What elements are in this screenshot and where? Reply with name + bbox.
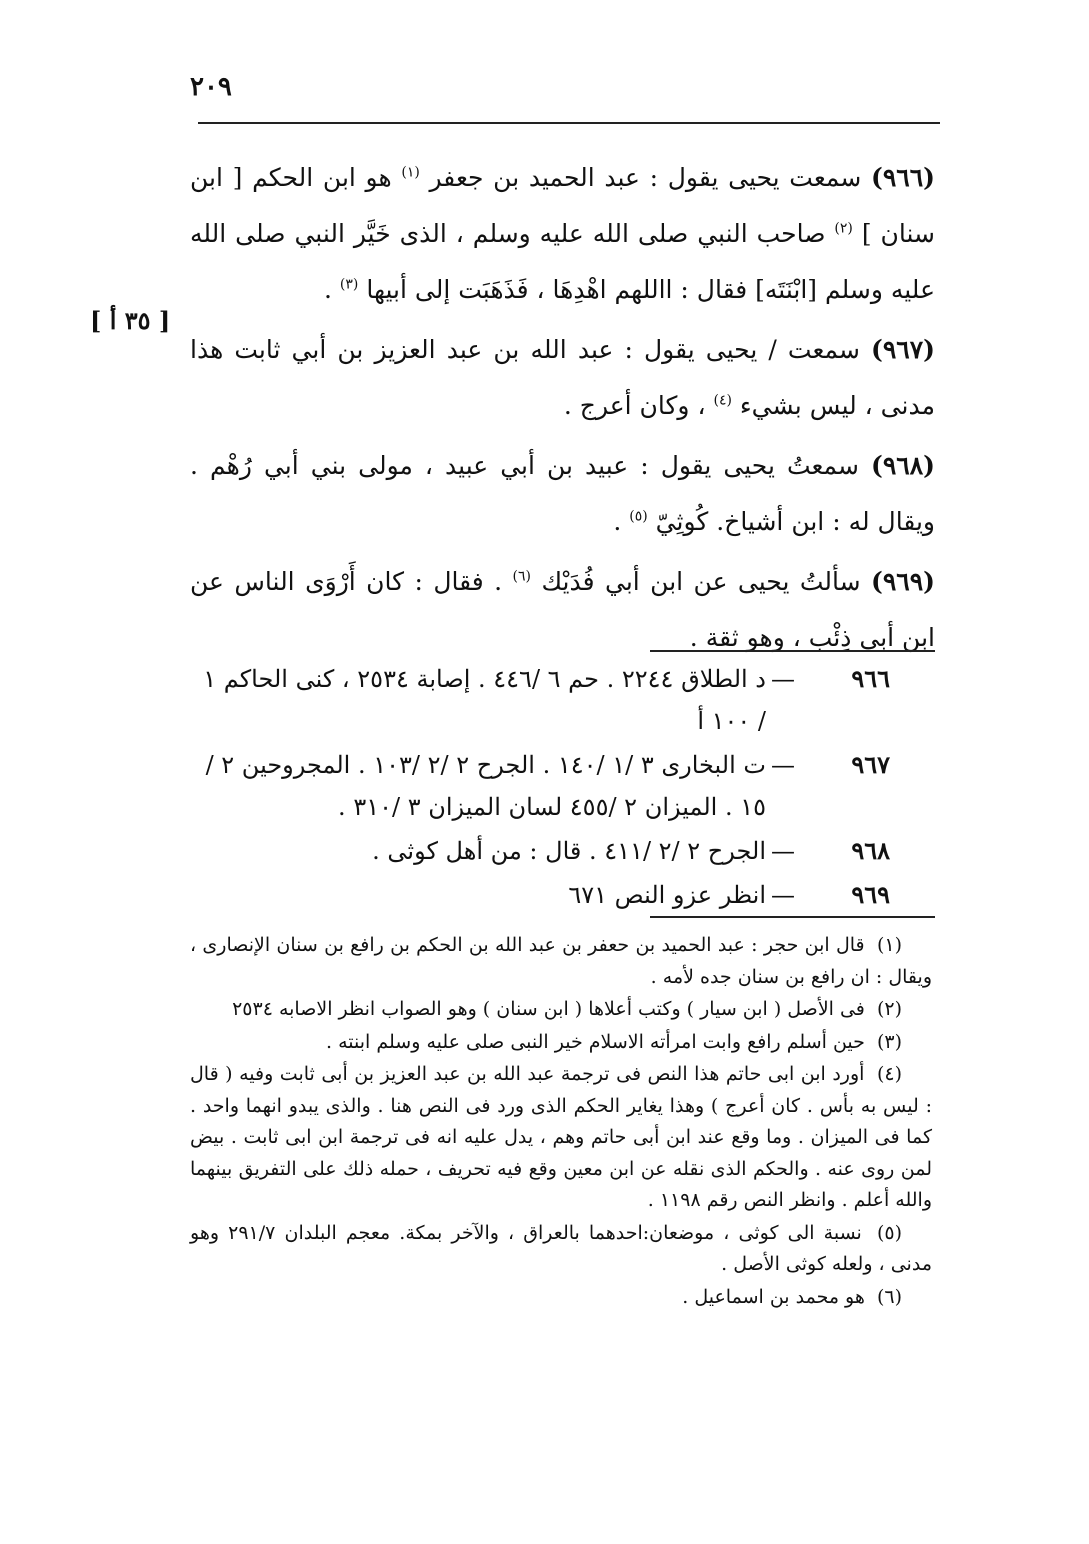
footnote-number: (٥): [876, 1221, 902, 1244]
entry-number: (٩٦٦): [871, 163, 935, 192]
footnote-text: فى الأصل ( ابن سيار ) وكتب أعلاها ( ابن سنان ) وهو الصواب انظر الاصابه ٢٥٣٤: [232, 998, 865, 1020]
footnote-4: [190, 1059, 932, 1217]
footnote-text: نسبة الى كوثى ، موضعان:احدهما بالعراق ، والآخر بمكة. معجم البلدان ٢٩١/٧ وهو مدنى ، ولعله كوثى الأصل .: [190, 1221, 932, 1275]
entry-text: سمعت يحيى يقول : عبد الحميد بن جعفر: [429, 163, 862, 192]
entry-number: (٩٦٨): [871, 451, 936, 480]
source-text: د الطلاق ٢٢٤٤ . حم ٦ /٤٤٦ . إصابة ٢٥٣٤ ، كنى الحاكم ١ / ١٠٠ أ: [203, 665, 766, 735]
entry-text: .: [613, 507, 622, 536]
footnote-marker: (١): [401, 164, 420, 181]
footnote-number: (٢): [876, 998, 902, 1020]
source-text: ت البخارى ٣ /١ /١٤٠ . الجرح ٢ /٢ /١٠٣ . المجروحين ٢ / ١٥ . الميزان ٢ /٤٥٥ لسان الميزان ٣ /٣١٠ .: [205, 751, 766, 821]
footnote-marker: (٣): [339, 276, 359, 293]
footnote-3: [190, 1027, 932, 1059]
source-entry: [190, 658, 890, 742]
source-entry: [190, 874, 890, 916]
source-dash: —: [771, 881, 795, 909]
entry-number: (٩٦٩): [871, 567, 935, 596]
footnote-marker: (٥): [629, 508, 648, 525]
entry-text: ، وكان أعرج .: [563, 391, 706, 420]
entry-text: سألتُ يحيى عن ابن أبي فُدَيْك: [541, 567, 861, 596]
entry-text: هو ابن الحكم [ ابن سنان ]: [190, 163, 935, 248]
footnote-number: (١): [876, 934, 902, 956]
footnote-6: [190, 1282, 932, 1314]
footnote-1: [190, 930, 932, 993]
source-dash: —: [771, 837, 795, 865]
footnote-number: (٦): [876, 1285, 902, 1308]
footnotes: [190, 930, 932, 1314]
source-number: ٩٦٦: [851, 664, 890, 693]
source-dash: —: [771, 665, 795, 693]
footnote-marker: (٦): [512, 568, 532, 585]
source-dash: —: [771, 751, 795, 779]
manuscript-folio-reference: [ ٣٥ أ ]: [90, 306, 171, 335]
entry-text: .: [324, 275, 332, 304]
entry-text: سمعت / يحيى يقول : عبد الله بن عبد العزيز بن أبي ثابت هذا مدنى ، ليس بشيء: [190, 335, 935, 420]
source-number: ٩٦٩: [851, 880, 890, 909]
source-entry: [190, 830, 890, 872]
page-number: ٢٠٩: [190, 72, 232, 102]
footnote-text: أورد ابن ابى حاتم هذا النص فى ترجمة عبد الله بن عبد العزيز بن أبى ثابت وفيه ( قال : ليس به بأس . كان أعرج ) وهذا يغاير الحكم الذى ورد فى النص هنا . والذى يبدو انهما واحد . كما فى الميزان . وما وقع عند ابن أبى حاتم وهم ، يدل عليه انه فى ترجمة ابن ابى ثابت . بيض لمن روى عنه . والحكم الذى نقله عن ابن معين وقع فيه تحريف ، حمله ذلك على التفريق بينهما والله أعلم . وانظر النص رقم ١١٩٨ .: [190, 1063, 932, 1211]
footnote-number: (٣): [876, 1030, 902, 1053]
footnote-text: قال ابن حجر : عبد الحميد بن حعفر بن عبد الله بن الحكم بن رافع بن سنان الإنصارى ، ويقال : ان رافع بن سنان جده لأمه .: [190, 934, 932, 988]
source-references: [190, 658, 890, 918]
entry-966: [190, 150, 935, 318]
source-text: الجرح ٢ /٢ /٤١١ . قال : من أهل كوثى .: [372, 837, 766, 865]
header-rule: [198, 122, 940, 124]
entry-text: . فقال : كان أَرْوَى الناس عن ابن أبي ذِئْب ، وهو ثقة .: [190, 567, 935, 652]
footnote-number: (٤): [876, 1063, 902, 1085]
source-number: ٩٦٧: [851, 750, 890, 779]
main-text: [190, 150, 935, 670]
footnote-text: حين أسلم رافع وابت امرأته الاسلام خير النبى صلى عليه وسلم ابنته .: [326, 1030, 865, 1053]
source-text: انظر عزو النص ٦٧١: [568, 881, 766, 909]
footnote-marker: (٢): [834, 220, 853, 237]
entry-text: سمعتُ يحيى يقول : عبيد بن أبي عبيد ، مولى بني أبي رُهْم . ويقال له : ابن أشياخ. كُوثِيّ: [190, 451, 935, 536]
footnote-text: هو محمد بن اسماعيل .: [682, 1285, 865, 1308]
footnotes-rule: [650, 916, 935, 918]
source-number: ٩٦٨: [851, 836, 890, 865]
entry-number: (٩٦٧): [871, 335, 935, 364]
entry-text: صاحب النبي صلى الله عليه وسلم ، الذى خَيَّر النبي صلى الله عليه وسلم [ابْنَتَه] فقال : االلهم اهْدِهَا ، فَذَهَبَت إلى أبيها: [190, 219, 935, 304]
sources-rule: [650, 650, 935, 652]
entry-967: [190, 322, 935, 434]
footnote-5: [190, 1218, 932, 1281]
source-entry: [190, 744, 890, 828]
footnote-marker: (٤): [713, 392, 732, 409]
entry-968: [190, 438, 935, 550]
footnote-2: [190, 994, 932, 1026]
